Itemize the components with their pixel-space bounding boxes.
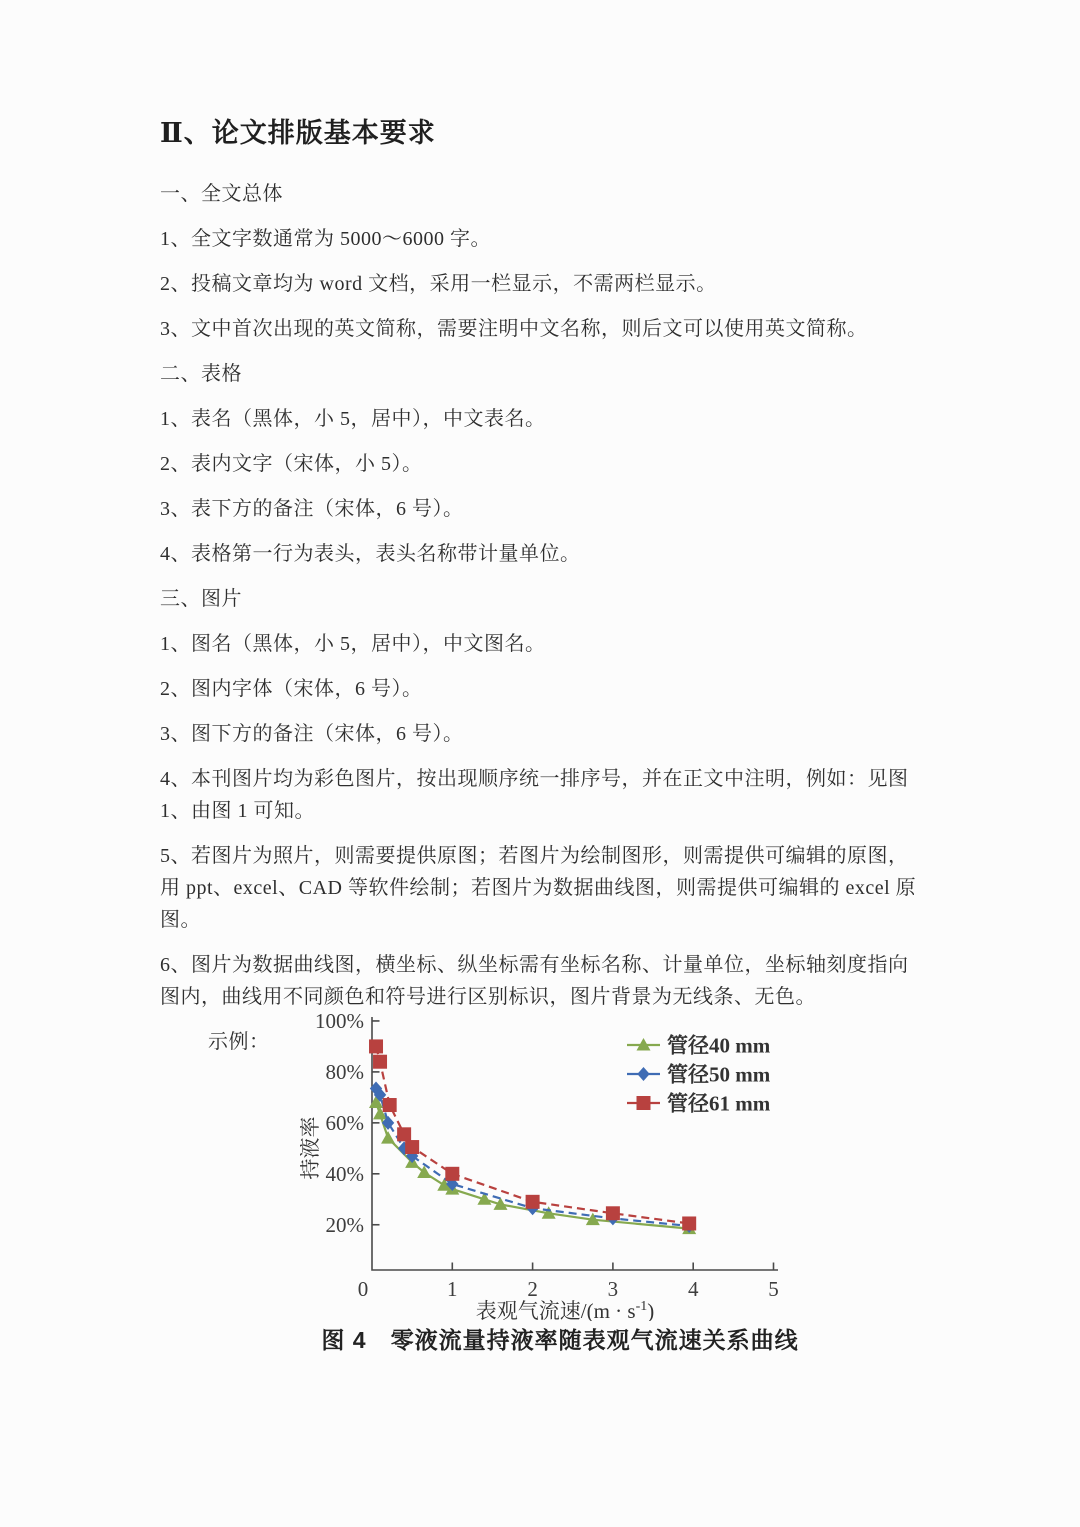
x-tick-label: 4 xyxy=(687,1277,699,1301)
square-marker xyxy=(606,1206,620,1220)
x-tick-label: 0 xyxy=(357,1277,369,1301)
legend-label: 管径61 mm xyxy=(667,1091,771,1116)
doc-content xyxy=(160,116,926,1071)
y-tick-label: 40% xyxy=(325,1161,364,1186)
triangle-marker xyxy=(381,1131,395,1144)
square-marker xyxy=(397,1127,411,1141)
doc-paragraph: 2、图内字体（宋体，6 号）。 xyxy=(160,678,423,700)
doc-paragraph: 4、本刊图片均为彩色图片，按出现顺序统一排序号，并在正文中注明，例如：见图 1、由图 1 可知。 xyxy=(160,768,909,822)
y-tick-label: 100% xyxy=(315,1008,364,1033)
diamond-marker xyxy=(637,1067,649,1081)
figure-chart-svg xyxy=(300,1005,820,1321)
figure xyxy=(300,1005,820,1326)
legend-label: 管径40 mm xyxy=(667,1033,771,1058)
square-marker xyxy=(637,1096,651,1110)
x-tick-label: 5 xyxy=(768,1277,779,1301)
doc-paragraph: 1、图名（黑体，小 5，居中），中文图名。 xyxy=(160,633,546,655)
doc-paragraph: 3、表下方的备注（宋体，6 号）。 xyxy=(160,498,464,520)
y-tick-label: 80% xyxy=(325,1059,364,1084)
x-tick-label: 1 xyxy=(447,1277,458,1301)
doc-paragraph: 1、表名（黑体，小 5，居中），中文表名。 xyxy=(160,408,546,430)
y-tick-label: 60% xyxy=(325,1110,364,1135)
legend-label: 管径50 mm xyxy=(667,1062,771,1087)
section-heading: 三、图片 xyxy=(160,588,242,610)
page-title: Ⅱ、论文排版基本要求 xyxy=(160,118,436,148)
square-marker xyxy=(445,1167,459,1181)
doc-paragraph: 4、表格第一行为表头，表头名称带计量单位。 xyxy=(160,543,581,565)
doc-body xyxy=(160,178,926,1013)
doc-paragraph: 5、若图片为照片，则需要提供原图；若图片为绘制图形，则需提供可编辑的原图，用 ppt、excel、CAD 等软件绘制；若图片为数据曲线图，则需提供可编辑的 excel 原图。 xyxy=(160,845,917,931)
y-tick-label: 20% xyxy=(325,1212,364,1237)
doc-paragraph: 1、全文字数通常为 5000～6000 字。 xyxy=(160,228,491,250)
section-heading: 一、全文总体 xyxy=(160,183,283,205)
example-label: 示例： xyxy=(208,1031,270,1053)
square-marker xyxy=(682,1216,696,1230)
x-axis-label: 表观气流速$/(m \cdot s^{-1})$ xyxy=(475,1299,655,1321)
y-axis-label: 持液率 xyxy=(300,1116,322,1180)
square-marker xyxy=(373,1055,387,1069)
doc-paragraph: 2、表内文字（宋体，小 5）。 xyxy=(160,453,423,475)
x-tick-label: 3 xyxy=(607,1277,619,1301)
doc-paragraph: 2、投稿文章均为 word 文档，采用一栏显示，不需两栏显示。 xyxy=(160,273,717,295)
square-marker xyxy=(383,1098,397,1112)
square-marker xyxy=(369,1039,383,1053)
doc-paragraph: 3、文中首次出现的英文简称，需要注明中文名称，则后文可以使用英文简称。 xyxy=(160,318,868,340)
doc-paragraph: 6、图片为数据曲线图，横坐标、纵坐标需有坐标名称、计量单位，坐标轴刻度指向图内，曲线用不同颜色和符号进行区别标识，图片背景为无线条、无色。 xyxy=(160,954,909,1008)
square-marker xyxy=(405,1140,419,1154)
figure-caption: 图 4 零液流量持液率随表观气流速关系曲线 xyxy=(321,1327,799,1353)
x-tick-label: 2 xyxy=(527,1277,538,1301)
square-marker xyxy=(526,1195,540,1209)
section-heading: 二、表格 xyxy=(160,363,242,385)
doc-paragraph: 3、图下方的备注（宋体，6 号）。 xyxy=(160,723,464,745)
